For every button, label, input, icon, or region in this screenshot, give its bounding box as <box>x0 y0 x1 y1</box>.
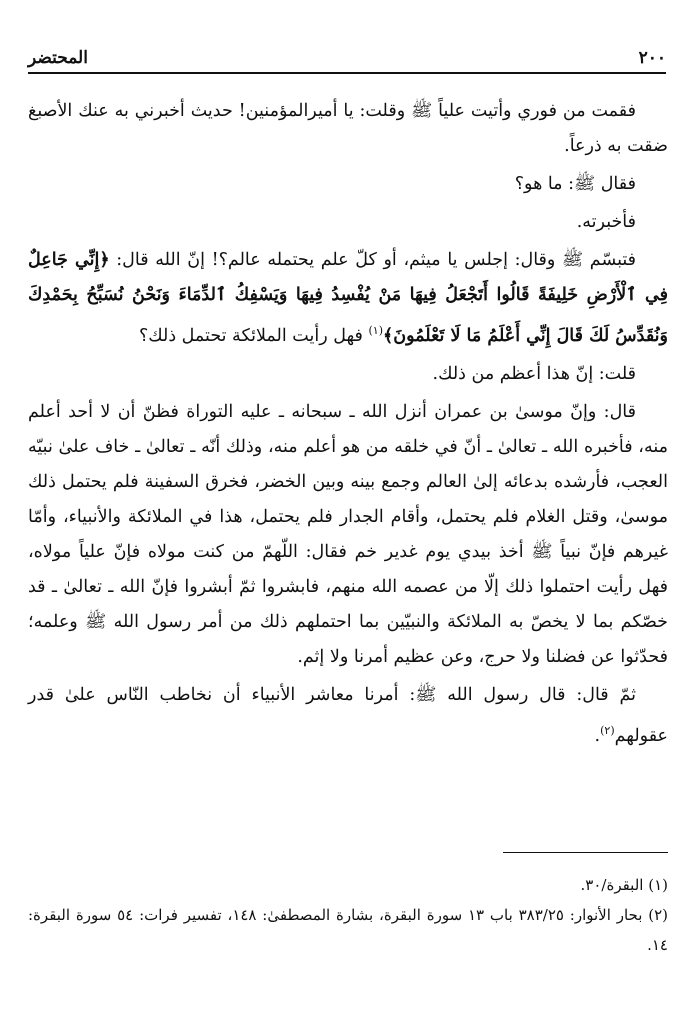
footnote-separator <box>503 852 668 853</box>
main-text <box>28 94 668 757</box>
footnote: (٢) بحار الأنوار: ٣٨٣/٢٥ باب ١٣ سورة البقرة، بشارة المصطفىٰ: ١٤٨، تفسير فرات: ٥٤ سورة البقرة: ١٤. <box>28 906 669 954</box>
footnotes <box>28 870 668 960</box>
paragraph: فقمت من فوري وأتيت علياً ﷺ وقلت: يا أميرالمؤمنين! حديث أخبرني به عنك الأصبغ ضقت به ذرعاً. <box>28 101 668 156</box>
paragraph: فقال ﷺ: ما هو؟ <box>514 174 636 194</box>
footnote-ref: (٢) <box>600 723 615 737</box>
book-title: المحتضر <box>28 48 88 68</box>
paragraph: فأخبرته. <box>576 212 636 232</box>
paragraph <box>28 243 668 354</box>
page-number: ٢٠٠ <box>638 48 666 68</box>
page-header <box>28 40 666 74</box>
paragraph-text: فتبسّم ﷺ وقال: إجلس يا ميثم، أو كلّ علم يحتمله عالم؟! إنّ الله قال: <box>116 250 636 270</box>
quran-verse: ﴿إِنِّي جَاعِلٌ فِي ٱلْأَرْضِ خَلِيفَةً قَالُوا أَتَجْعَلُ فِيهَا مَنْ يُفْسِدُ فِيهَا وَيَسْفِكُ ٱلدِّمَاءَ وَنَحْنُ نُسَبِّحُ بِحَمْدِكَ وَنُقَدِّسُ لَكَ قَالَ إِنِّي أَعْلَمُ مَا لَا تَعْلَمُونَ﴾ <box>28 250 668 346</box>
paragraph <box>28 678 668 754</box>
paragraph-end: . <box>594 725 601 746</box>
footnote: (١) البقرة/٣٠. <box>580 876 668 894</box>
paragraph: قلت: إنّ هذا أعظم من ذلك. <box>432 363 636 384</box>
paragraph-text: ثمّ قال: قال رسول الله ﷺ: أمرنا معاشر الأنبياء أن نخاطب النّاس علىٰ قدر عقولهم <box>28 684 668 746</box>
paragraph: قال: وإنّ موسىٰ بن عمران أنزل الله ـ سبحانه ـ عليه التوراة فظنّ أن لا أحد أعلم منه، فأخبره الله ـ تعالىٰ ـ أنّ في خلقه من هو أعلم منه، وذلك أنّه ـ تعالىٰ ـ خاف علىٰ نبيّه العجب، فأرشده بدعائه إلىٰ العالم وجمع بينه وبين الخضر، فخرق السفينة فلم يحتمل ذلك موسىٰ، وقتل الغلام فلم يحتمل، وأقام الجدار فلم يحتمل، هذا في الملائكة والأنبياء، وأمّا غيرهم فإنّ نبياً ﷺ أخذ بيدي يوم غدير خم فقال: اللّهمّ من كنت مولاه فإنّ علياً مولاه، فهل رأيت احتملوا ذلك إلّا من عصمه الله منهم، فابشروا ثمّ أبشروا فإنّ الله ـ تعالىٰ ـ قد خصّكم بما لا يخصّ به الملائكة والنبيّين بما احتملهم ذلك من أمر رسول الله ﷺ وعلمه؛ فحدّثوا عن فضلنا ولا حرج، وعن عظيم أمرنا ولا إثم. <box>28 401 668 667</box>
paragraph-text: فهل رأيت الملائكة تحتمل ذلك؟ <box>138 325 363 346</box>
footnote-ref: (١) <box>368 324 384 337</box>
